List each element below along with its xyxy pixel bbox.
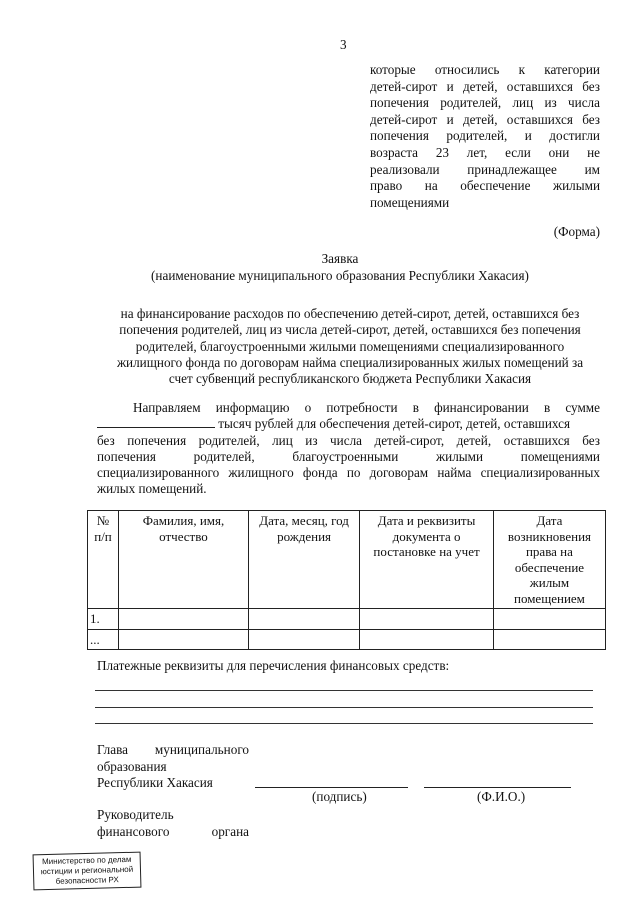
table-cell[interactable] <box>248 629 359 650</box>
amount-blank[interactable] <box>97 417 215 428</box>
page-number: 3 <box>340 37 347 52</box>
purpose-text <box>90 306 610 387</box>
table-header-row <box>88 511 606 609</box>
signature-caption: (подпись) <box>312 789 367 804</box>
text-line: жилищного фонда по договорам найма специализированных жилых помещений за <box>116 354 584 370</box>
text-line: счет субвенций республиканского бюджета Республики Хакасия <box>168 371 532 387</box>
payment-line[interactable] <box>95 723 593 724</box>
text-line: тысяч рублей для обеспечения детей-сирот, детей, оставшихся <box>218 416 571 432</box>
finance-signature-label <box>97 806 249 840</box>
text-line: попечения родителей, лиц из числа <box>370 95 600 111</box>
table-cell[interactable] <box>493 609 605 630</box>
appendix-reference <box>370 62 600 211</box>
column-header: Дата возникновения права на обеспечение жилым помещением <box>493 511 605 609</box>
text-line: жилых помещений. <box>97 481 207 497</box>
ministry-stamp <box>33 852 142 891</box>
text-line: образования <box>97 758 167 774</box>
column-header: № п/п <box>88 511 119 609</box>
text-line: Руководитель <box>97 807 174 822</box>
table-cell: 1. <box>88 609 119 630</box>
payment-line[interactable] <box>95 707 593 708</box>
text-line: которые относились к категории <box>370 62 600 77</box>
table-row <box>88 629 606 650</box>
text-line: Направляем информацию о потребности в финансировании в сумме <box>133 400 600 415</box>
payment-label: Платежные реквизиты для перечисления финансовых средств: <box>97 658 450 673</box>
text-line: попечения родителей, лиц из числа детей-сирот, детей, оставшихся без попечения <box>119 322 581 338</box>
text-line: право на обеспечение жилыми <box>370 178 600 194</box>
table-cell[interactable] <box>119 609 249 630</box>
text-line: реализовали принадлежащее им <box>370 161 600 177</box>
text-line: специализированного жилищного фонда по договорам найма специализированных <box>97 465 600 481</box>
table-cell[interactable] <box>119 629 249 650</box>
title-block <box>40 250 640 284</box>
children-table <box>87 510 606 650</box>
document-title: Заявка <box>321 251 359 266</box>
table-row <box>88 609 606 630</box>
payment-line[interactable] <box>95 690 593 691</box>
signature-line[interactable] <box>255 787 408 788</box>
text-line: детей-сирот и детей, оставшихся без <box>370 111 600 127</box>
stamp-line: Министерство по делам <box>41 854 132 867</box>
column-header: Дата, месяц, год рождения <box>248 511 359 609</box>
text-line: попечения родителей, благоустроенными жилыми помещениями <box>97 448 600 464</box>
text-line: финансового органа <box>97 824 249 839</box>
text-line: без попечения родителей, лиц из числа детей-сирот, детей, оставшихся без <box>97 432 600 448</box>
text-line: Республики Хакасия <box>97 775 213 790</box>
table-cell: ... <box>88 629 119 650</box>
document-subtitle: (наименование муниципального образования Республики Хакасия) <box>151 268 529 283</box>
text-line: помещениями <box>370 194 450 210</box>
table-cell[interactable] <box>493 629 605 650</box>
table-cell[interactable] <box>360 629 494 650</box>
stamp-line: безопасности РХ <box>55 875 119 886</box>
table-cell[interactable] <box>248 609 359 630</box>
body-paragraph <box>97 400 600 498</box>
text-line: на финансирование расходов по обеспечению детей-сирот, детей, оставшихся без <box>120 306 580 321</box>
column-header: Фамилия, имя, отчество <box>119 511 249 609</box>
text-line: возраста 23 лет, если они не <box>370 144 600 160</box>
text-line: попечения родителей, и достигли <box>370 128 600 144</box>
column-header: Дата и реквизиты документа о постановке на учет <box>360 511 494 609</box>
name-line[interactable] <box>424 787 571 788</box>
text-line: родителей, благоустроенными жилыми помещениями специализированного <box>135 338 565 354</box>
table-cell[interactable] <box>360 609 494 630</box>
text-line: Глава муниципального <box>97 742 249 757</box>
name-caption: (Ф.И.О.) <box>477 789 526 804</box>
form-label: (Форма) <box>553 224 600 239</box>
stamp-line: юстиции и региональной <box>40 864 134 877</box>
head-signature-label <box>97 742 249 792</box>
text-line: детей-сирот и детей, оставшихся без <box>370 78 600 94</box>
